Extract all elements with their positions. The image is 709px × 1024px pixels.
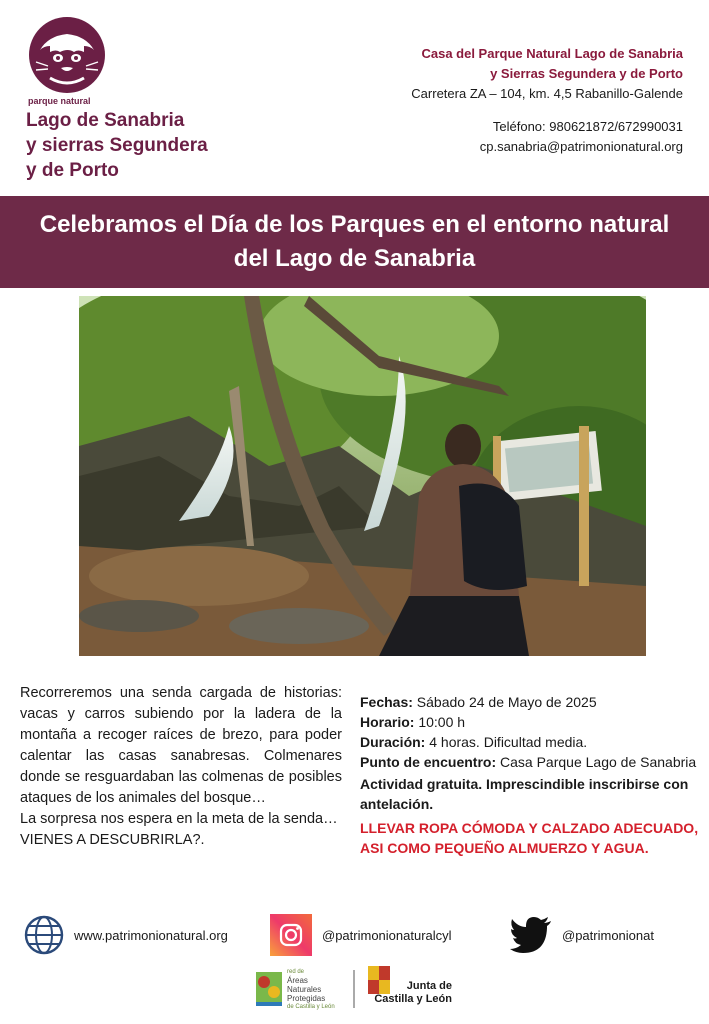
org-line-2: y Sierras Segundera y de Porto (490, 66, 683, 81)
horario-value: 10:00 h (414, 714, 466, 730)
areas-protegidas-logo (287, 968, 335, 1011)
punto-value: Casa Parque Lago de Sanabria (496, 754, 697, 770)
clothing-warning: LLEVAR ROPA CÓMODA Y CALZADO ADECUADO, ASI COMO PEQUEÑO ALMUERZO Y AGUA. (360, 820, 699, 856)
detail-punto (360, 752, 702, 772)
org-line-1: Casa del Parque Natural Lago de Sanabria (421, 46, 683, 61)
anp-line3: Naturales (287, 985, 322, 994)
detail-fechas (360, 692, 702, 712)
footer-twitter[interactable] (510, 913, 654, 957)
contact-info (353, 44, 683, 157)
website-link[interactable]: www.patrimonionatural.org (74, 927, 228, 943)
detail-duracion (360, 732, 702, 752)
junta-logo (368, 980, 452, 1006)
anp-line4: Protegidas (287, 994, 326, 1003)
phone: Teléfono: 980621872/672990031 (492, 119, 683, 134)
footer-web[interactable] (24, 913, 228, 957)
logo-park-name: Lago de Sanabria y sierras Segundera y de Porto (26, 110, 208, 181)
detail-horario (360, 712, 702, 732)
twitter-bird-icon (510, 917, 552, 953)
punto-label: Punto de encuentro: (360, 754, 497, 770)
activity-description (20, 683, 342, 851)
institutional-logos (250, 962, 460, 1014)
free-activity-note: Actividad gratuita. Imprescindible inscribirse con antelación. (360, 776, 689, 812)
globe-icon (24, 915, 64, 955)
title-banner (0, 196, 709, 288)
description-paragraph-1: Recorreremos una senda cargada de historias: vacas y carros subiendo por la ladera de la montaña a recoger raíces de brezo, para poder calentar las casas sanabresas. Colmenares donde se resguardaban las colmenas de posibles ataques de los animales del bosque… (20, 685, 342, 806)
instagram-icon (270, 914, 312, 956)
otter-logo-icon (28, 16, 106, 94)
park-logo (22, 16, 222, 192)
address: Carretera ZA – 104, km. 4,5 Rabanillo-Galende (411, 86, 683, 101)
waterfall-photo (79, 296, 646, 656)
junta-line1: Junta de (406, 980, 452, 992)
horario-label: Horario: (360, 714, 415, 730)
fechas-value: Sábado 24 de Mayo de 2025 (412, 694, 597, 710)
description-paragraph-2: La sorpresa nos espera en la meta de la senda… VIENES A DESCUBRIRLA?. (20, 811, 338, 848)
email: cp.sanabria@patrimonionatural.org (479, 139, 683, 154)
fechas-label: Fechas: (360, 694, 413, 710)
instagram-handle[interactable]: @patrimonionaturalcyl (322, 927, 452, 943)
waterfall-forest-image (79, 296, 646, 656)
activity-details (360, 692, 702, 858)
twitter-handle[interactable]: @patrimonionat (562, 927, 654, 943)
anp-line2: Áreas (287, 976, 308, 985)
page-title: Celebramos el Día de los Parques en el entorno natural del Lago de Sanabria (39, 211, 670, 272)
anp-line5: de Castilla y León (287, 1004, 335, 1010)
duracion-label: Duración: (360, 734, 426, 750)
duracion-value: 4 horas. Dificultad media. (425, 734, 588, 750)
anp-line1: red de (287, 969, 305, 975)
logo-small-text: parque natural (28, 96, 91, 106)
footer-instagram[interactable] (270, 913, 452, 957)
junta-line2: Castilla y León (374, 993, 452, 1005)
